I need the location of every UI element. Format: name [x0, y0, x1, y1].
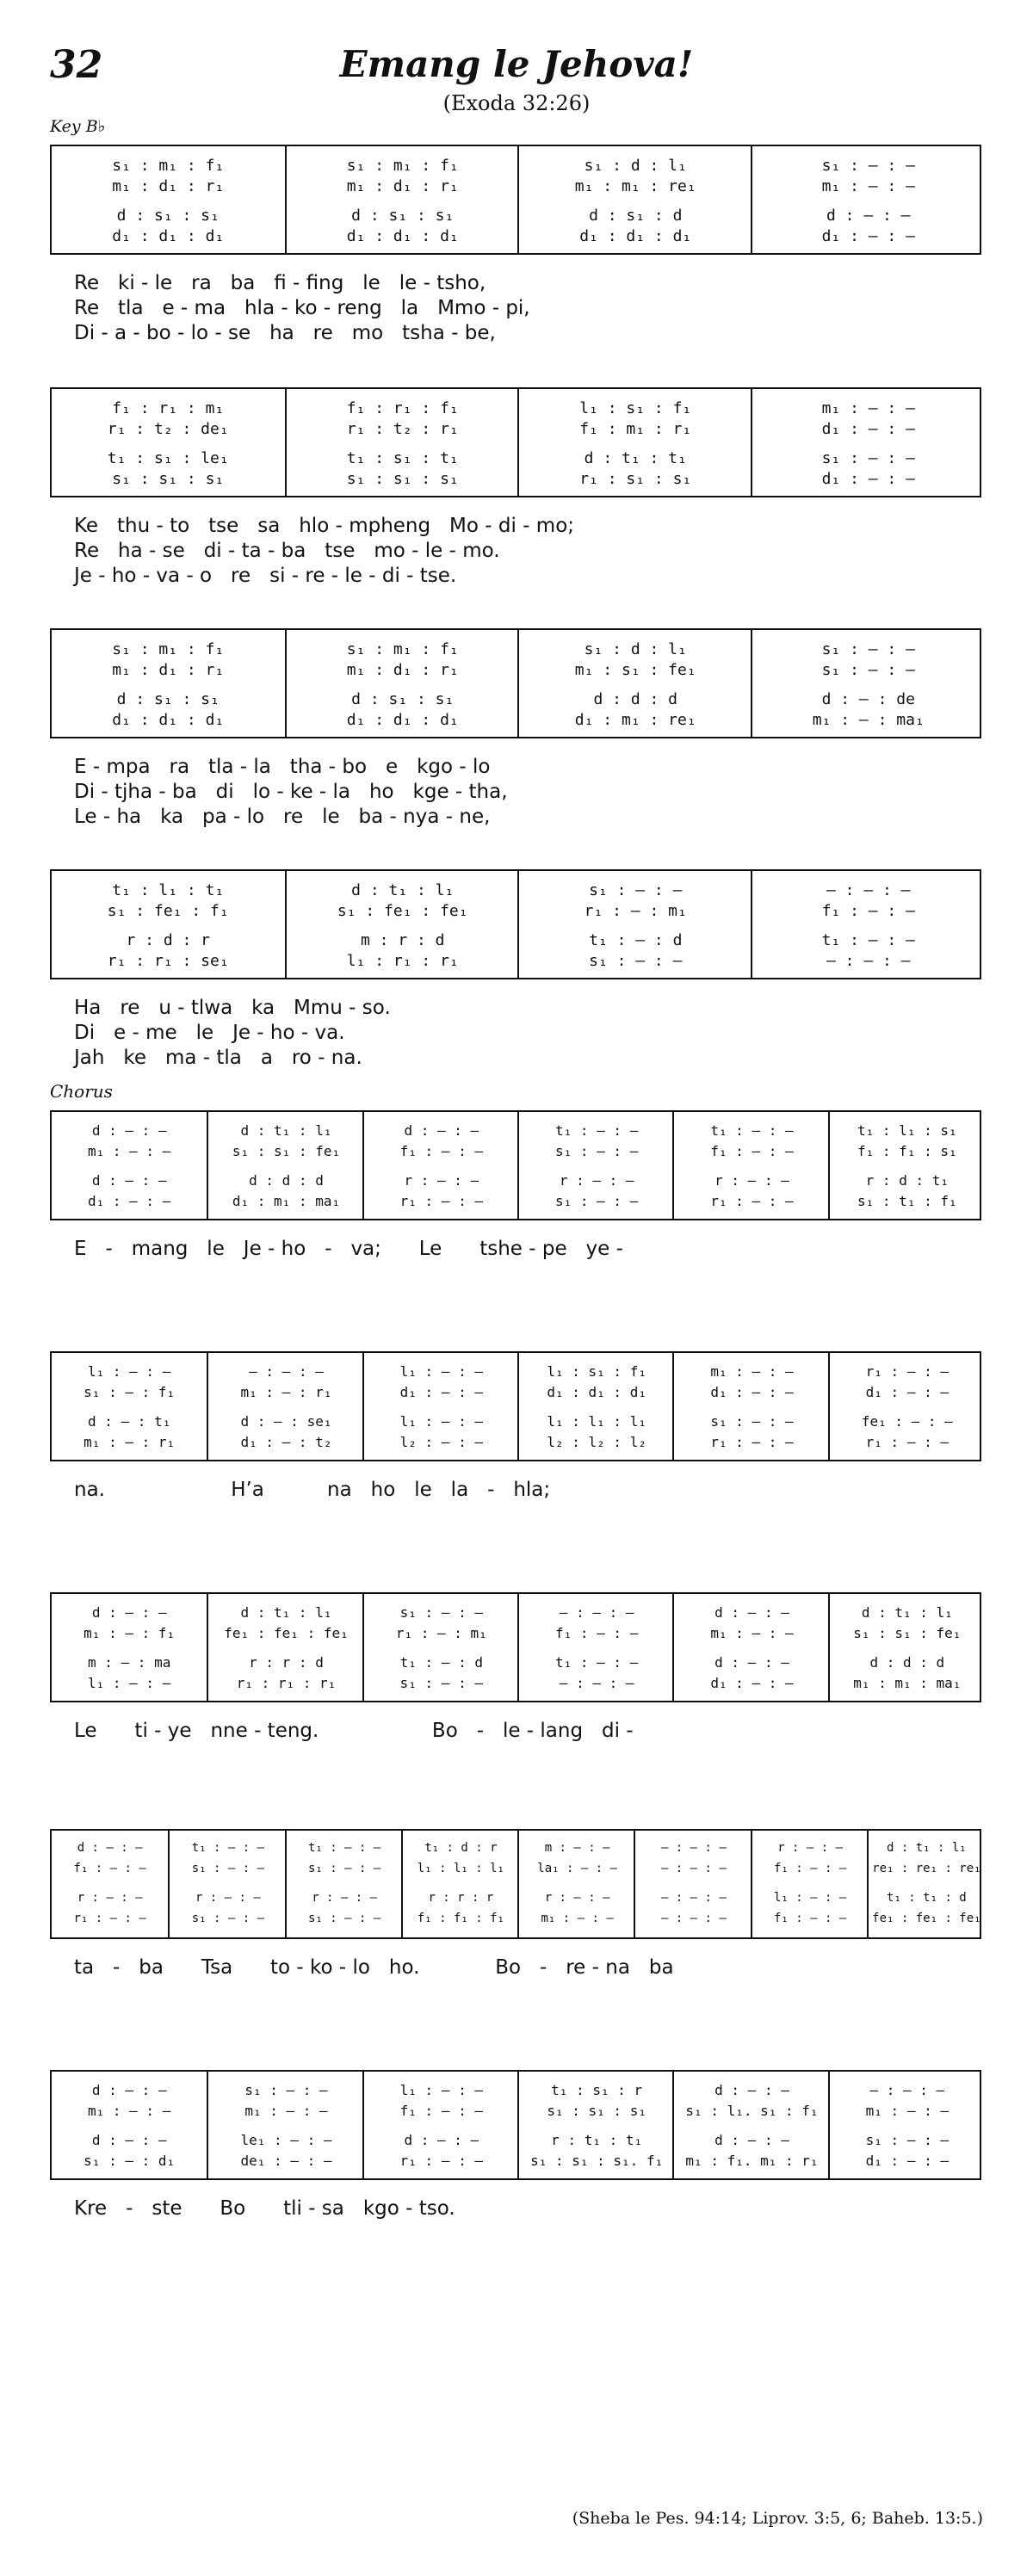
voice-part-notes: d : d : d [593, 690, 678, 708]
voice-part-notes: d : t₁ : t₁ [584, 449, 687, 467]
voice-part-notes: f₁ : — : — [399, 1143, 483, 1159]
staff-system-2 [50, 387, 981, 497]
voice-part-notes: d : s₁ : d [589, 207, 683, 225]
voice-part-notes: d : — : — [714, 1654, 789, 1671]
verse-lyrics [50, 272, 981, 347]
hymn-title: Emang le Jehova! [339, 43, 694, 85]
voice-part-notes: de₁ : — : — [240, 2153, 332, 2169]
voice-part-notes: — : — : — [249, 1363, 324, 1380]
staff-system-3 [50, 628, 981, 738]
voice-part-notes: m₁ : s₁ : fe₁ [574, 661, 696, 679]
voice-part-notes: t₁ : — : — [191, 1841, 265, 1855]
voice-part-notes: l₁ : s₁ : f₁ [547, 1363, 646, 1380]
hymn-scripture-subtitle: (Exoda 32:26) [442, 91, 591, 115]
voice-part-notes: s₁ : — : — [710, 1413, 794, 1430]
voice-part-notes: m₁ : d₁ : r₁ [112, 661, 225, 679]
voice-part-notes: f₁ : m₁ : r₁ [579, 420, 692, 438]
voice-part-notes: s₁ : m₁ : f₁ [112, 640, 225, 658]
voice-part-notes: — : — : — [869, 2082, 945, 2098]
voice-part-notes: t₁ : l₁ : s₁ [857, 1122, 957, 1139]
voice-part-notes: m₁ : — : — [821, 177, 915, 195]
voice-part-notes: s₁ : m₁ : f₁ [112, 157, 225, 175]
voice-part-notes: d₁ : — : — [710, 1675, 794, 1691]
voice-part-notes: m₁ : — : — [244, 2103, 328, 2119]
voice-part-notes: m₁ : m₁ : ma₁ [853, 1675, 962, 1691]
staff-system-8 [50, 1829, 981, 1939]
lyric-line: Di - tjha - ba di lo - ke - la ho kge - tha, [74, 781, 508, 803]
lyric-line: Ke thu - to tse sa hlo - mpheng Mo - di - mo; [74, 515, 575, 537]
voice-part-notes: l₁ : s₁ : f₁ [579, 399, 692, 417]
staff-system-4 [50, 869, 981, 979]
key-signature: Key B♭ [50, 117, 106, 136]
voice-part-notes: l₁ : l₁ : l₁ [547, 1413, 646, 1430]
voice-part-notes: d₁ : d₁ : d₁ [112, 227, 225, 245]
lyric-line: Le - ha ka pa - lo re le ba - nya - ne, [74, 806, 491, 828]
voice-part-notes: t₁ : — : — [821, 931, 915, 949]
voice-part-notes: r : — : — [312, 1891, 378, 1905]
voice-part-notes: r₁ : — : — [399, 2153, 483, 2169]
measure [828, 1353, 985, 1460]
voice-part-notes: d : t₁ : l₁ [887, 1841, 967, 1855]
voice-part-notes: d : s₁ : s₁ [116, 690, 220, 708]
voice-part-notes: d : d : d [869, 1654, 945, 1671]
voice-part-notes: s₁ : d : l₁ [584, 157, 687, 175]
voice-part-notes: f₁ : r₁ : f₁ [346, 399, 459, 417]
voice-part-notes: r₁ : r₁ : r₁ [236, 1675, 337, 1691]
voice-part-notes: l₁ : — : — [399, 1413, 483, 1430]
voice-part-notes: m₁ : — : — [710, 1625, 794, 1641]
voice-part-notes: s₁ : s₁ : s₁ [547, 2103, 646, 2119]
voice-part-notes: s₁ : s₁ : s₁ [112, 470, 225, 488]
measure [401, 1831, 519, 1937]
voice-part-notes: r : d : r [126, 931, 211, 949]
verse-lyrics [50, 1956, 981, 1981]
measure [828, 1594, 985, 1701]
measure [207, 1112, 363, 1219]
measure [362, 1112, 519, 1219]
measure [52, 389, 285, 496]
voice-part-notes: d₁ : d₁ : d₁ [346, 711, 459, 729]
voice-part-notes: fe₁ : fe₁ : fe₁ [872, 1912, 981, 1925]
voice-part-notes: — : — : — [826, 952, 911, 970]
voice-part-notes: — : — : — [559, 1675, 634, 1691]
voice-part-notes: r : — : — [544, 1891, 610, 1905]
voice-part-notes: r : — : — [559, 1172, 634, 1189]
lyric-line: Le ti - ye nne - teng. Bo - le - lang di - [74, 1720, 634, 1742]
voice-part-notes: m : r : d [360, 931, 445, 949]
measure [828, 1112, 985, 1219]
voice-part-notes: m₁ : — : ma₁ [812, 711, 925, 729]
voice-part-notes: m₁ : — : — [88, 2103, 171, 2119]
voice-part-notes: s₁ : — : — [821, 157, 915, 175]
measure [672, 1594, 829, 1701]
voice-part-notes: s₁ : s₁ : s₁ [346, 470, 459, 488]
voice-part-notes: r₁ : — : — [865, 1434, 949, 1450]
voice-part-notes: l₁ : l₁ : l₁ [417, 1862, 504, 1875]
voice-part-notes: r₁ : — : m₁ [584, 902, 687, 920]
lyric-line: ta - ba Tsa to - ko - lo ho. Bo - re - na ba [74, 1956, 674, 1979]
voice-part-notes: r₁ : — : — [399, 1193, 483, 1209]
lyric-line: Jah ke ma - tla a ro - na. [74, 1047, 362, 1069]
voice-part-notes: f₁ : — : — [555, 1625, 639, 1641]
voice-part-notes: fe₁ : fe₁ : fe₁ [224, 1625, 349, 1641]
voice-part-notes: d₁ : d₁ : d₁ [346, 227, 459, 245]
voice-part-notes: d : s₁ : s₁ [351, 690, 455, 708]
voice-part-notes: l₁ : — : — [399, 2082, 483, 2098]
measure [828, 2072, 985, 2178]
voice-part-notes: d₁ : m₁ : ma₁ [232, 1193, 341, 1209]
voice-part-notes: d : — : — [91, 1604, 167, 1621]
voice-part-notes: d : s₁ : s₁ [116, 207, 220, 225]
measure [52, 871, 285, 978]
measure [207, 1353, 363, 1460]
measure [285, 146, 520, 253]
voice-part-notes: l₁ : r₁ : r₁ [346, 952, 459, 970]
voice-part-notes: m₁ : d₁ : r₁ [346, 661, 459, 679]
voice-part-notes: s₁ : l₁. s₁ : f₁ [685, 2103, 819, 2119]
voice-part-notes: r : — : — [714, 1172, 789, 1189]
voice-part-notes: s₁ : — : — [244, 2082, 328, 2098]
voice-part-notes: d₁ : d₁ : d₁ [547, 1384, 646, 1400]
staff-system-5 [50, 1110, 981, 1220]
voice-part-notes: r₁ : — : — [710, 1434, 794, 1450]
voice-part-notes: d : — : — [91, 2082, 167, 2098]
measure [285, 389, 520, 496]
voice-part-notes: f₁ : — : — [773, 1912, 847, 1925]
voice-part-notes: d : — : se₁ [240, 1413, 332, 1430]
voice-part-notes: r₁ : — : m₁ [395, 1625, 487, 1641]
voice-part-notes: d₁ : — : — [821, 227, 915, 245]
verse-lyrics [50, 1479, 981, 1504]
measure [517, 871, 752, 978]
voice-part-notes: r₁ : s₁ : s₁ [579, 470, 692, 488]
lyric-line: na. H’a na ho le la - hla; [74, 1479, 551, 1501]
voice-part-notes: s₁ : — : — [821, 661, 915, 679]
voice-part-notes: s₁ : — : — [191, 1862, 265, 1875]
voice-part-notes: — : — : — [660, 1862, 727, 1875]
lyric-line: E - mpa ra tla - la tha - bo e kgo - lo [74, 756, 491, 778]
voice-part-notes: d₁ : — : — [399, 1384, 483, 1400]
staff-system-7 [50, 1592, 981, 1702]
lyric-line: Re ki - le ra ba fi - fing le le - tsho, [74, 272, 486, 294]
voice-part-notes: r₁ : t₂ : r₁ [346, 420, 459, 438]
voice-part-notes: m₁ : — : r₁ [240, 1384, 332, 1400]
voice-part-notes: l₂ : l₂ : l₂ [547, 1434, 646, 1450]
voice-part-notes: d₁ : m₁ : re₁ [574, 711, 696, 729]
voice-part-notes: t₁ : — : — [555, 1122, 639, 1139]
measure [517, 2072, 674, 2178]
voice-part-notes: s₁ : s₁ : fe₁ [232, 1143, 341, 1159]
voice-part-notes: d : — : t₁ [88, 1413, 171, 1430]
voice-part-notes: d : — : — [77, 1841, 143, 1855]
voice-part-notes: t₁ : t₁ : d [887, 1891, 967, 1905]
measure [517, 1353, 674, 1460]
measure [285, 871, 520, 978]
measure [517, 1831, 635, 1937]
voice-part-notes: d : t₁ : l₁ [240, 1604, 332, 1621]
lyric-line: Di - a - bo - lo - se ha re mo tsha - be, [74, 322, 496, 344]
measure [362, 2072, 519, 2178]
voice-part-notes: d₁ : — : t₂ [240, 1434, 332, 1450]
voice-part-notes: r : — : — [195, 1891, 261, 1905]
voice-part-notes: s₁ : — : — [555, 1193, 639, 1209]
voice-part-notes: m₁ : — : — [541, 1912, 614, 1925]
scripture-references: (Sheba le Pes. 94:14; Liprov. 3:5, 6; Baheb. 13:5.) [572, 2509, 983, 2528]
measure [285, 630, 520, 737]
voice-part-notes: d : t₁ : l₁ [861, 1604, 953, 1621]
voice-part-notes: f₁ : — : — [821, 902, 915, 920]
voice-part-notes: m₁ : — : — [710, 1363, 794, 1380]
lyric-line: Ha re u - tlwa ka Mmu - so. [74, 997, 391, 1019]
voice-part-notes: t₁ : — : — [710, 1122, 794, 1139]
measure [751, 389, 986, 496]
voice-part-notes: r : t₁ : t₁ [551, 2132, 643, 2148]
measure [207, 2072, 363, 2178]
voice-part-notes: d₁ : — : — [821, 470, 915, 488]
voice-part-notes: re₁ : re₁ : re₁ [872, 1862, 981, 1875]
lyric-line: Di e - me le Je - ho - va. [74, 1022, 345, 1044]
voice-part-notes: — : — : — [660, 1891, 727, 1905]
voice-part-notes: d₁ : d₁ : d₁ [579, 227, 692, 245]
voice-part-notes: d₁ : — : — [821, 420, 915, 438]
voice-part-notes: d : — : — [404, 1122, 479, 1139]
voice-part-notes: t₁ : — : d [399, 1654, 483, 1671]
voice-part-notes: d : t₁ : l₁ [240, 1122, 332, 1139]
voice-part-notes: r : d : t₁ [865, 1172, 949, 1189]
voice-part-notes: r : r : r [428, 1891, 494, 1905]
voice-part-notes: m₁ : d₁ : r₁ [346, 177, 459, 195]
voice-part-notes: s₁ : — : — [307, 1912, 381, 1925]
voice-part-notes: m : — : — [544, 1841, 610, 1855]
verse-lyrics [50, 515, 981, 590]
measure [207, 1594, 363, 1701]
voice-part-notes: f₁ : — : — [710, 1143, 794, 1159]
voice-part-notes: s₁ : s₁ : s₁. f₁ [530, 2153, 664, 2169]
voice-part-notes: l₁ : — : — [399, 1363, 483, 1380]
measure [168, 1831, 286, 1937]
voice-part-notes: d₁ : — : — [710, 1384, 794, 1400]
measure [634, 1831, 752, 1937]
voice-part-notes: s₁ : m₁ : f₁ [346, 157, 459, 175]
measure [751, 630, 986, 737]
voice-part-notes: r₁ : — : — [73, 1912, 146, 1925]
voice-part-notes: d : — : — [714, 1604, 789, 1621]
voice-part-notes: s₁ : — : — [399, 1675, 483, 1691]
voice-part-notes: m₁ : f₁. m₁ : r₁ [685, 2153, 819, 2169]
voice-part-notes: s₁ : fe₁ : f₁ [107, 902, 229, 920]
voice-part-notes: s₁ : — : — [821, 640, 915, 658]
voice-part-notes: d₁ : d₁ : d₁ [112, 711, 225, 729]
measure [52, 146, 285, 253]
measure [751, 1831, 869, 1937]
measure [751, 146, 986, 253]
voice-part-notes: le₁ : — : — [240, 2132, 332, 2148]
voice-part-notes: m₁ : — : f₁ [84, 1625, 176, 1641]
voice-part-notes: r : — : — [777, 1841, 844, 1855]
lyric-line: Re ha - se di - ta - ba tse mo - le - mo. [74, 540, 500, 562]
measure [52, 630, 285, 737]
voice-part-notes: s₁ : s₁ : fe₁ [853, 1625, 962, 1641]
voice-part-notes: s₁ : — : — [191, 1912, 265, 1925]
voice-part-notes: d : — : — [91, 2132, 167, 2148]
voice-part-notes: fe₁ : — : — [861, 1413, 953, 1430]
staff-system-6 [50, 1351, 981, 1461]
measure [52, 1831, 168, 1937]
voice-part-notes: m₁ : — : — [821, 399, 915, 417]
measure [751, 871, 986, 978]
voice-part-notes: d : — : — [91, 1172, 167, 1189]
voice-part-notes: f₁ : — : — [399, 2103, 483, 2119]
measure [52, 1112, 207, 1219]
voice-part-notes: f₁ : r₁ : m₁ [112, 399, 225, 417]
voice-part-notes: t₁ : l₁ : t₁ [112, 881, 225, 899]
voice-part-notes: s₁ : — : — [555, 1143, 639, 1159]
voice-part-notes: r₁ : t₂ : de₁ [107, 420, 229, 438]
voice-part-notes: s₁ : d : l₁ [584, 640, 687, 658]
voice-part-notes: s₁ : — : — [865, 2132, 949, 2148]
voice-part-notes: l₁ : — : — [88, 1675, 171, 1691]
voice-part-notes: d₁ : — : — [865, 2153, 949, 2169]
voice-part-notes: s₁ : — : — [399, 1604, 483, 1621]
voice-part-notes: d : d : d [249, 1172, 324, 1189]
voice-part-notes: m₁ : m₁ : re₁ [574, 177, 696, 195]
measure [362, 1353, 519, 1460]
measure [52, 2072, 207, 2178]
measure [362, 1594, 519, 1701]
voice-part-notes: d : — : de [821, 690, 915, 708]
voice-part-notes: s₁ : — : f₁ [84, 1384, 176, 1400]
voice-part-notes: t₁ : — : — [555, 1654, 639, 1671]
measure [517, 1112, 674, 1219]
voice-part-notes: l₁ : — : — [773, 1891, 847, 1905]
voice-part-notes: — : — : — [826, 881, 911, 899]
voice-part-notes: — : — : — [559, 1604, 634, 1621]
voice-part-notes: s₁ : — : — [589, 881, 683, 899]
voice-part-notes: l₂ : — : — [399, 1434, 483, 1450]
voice-part-notes: t₁ : s₁ : le₁ [107, 449, 229, 467]
verse-lyrics [50, 997, 981, 1072]
voice-part-notes: d : — : — [826, 207, 911, 225]
voice-part-notes: f₁ : f₁ : s₁ [857, 1143, 957, 1159]
measure [517, 1594, 674, 1701]
voice-part-notes: s₁ : — : — [821, 449, 915, 467]
voice-part-notes: t₁ : — : d [589, 931, 683, 949]
voice-part-notes: m₁ : — : — [865, 2103, 949, 2119]
voice-part-notes: t₁ : s₁ : r [551, 2082, 643, 2098]
chorus-label: Chorus [50, 1081, 113, 1102]
voice-part-notes: s₁ : — : — [307, 1862, 381, 1875]
voice-part-notes: d₁ : — : — [88, 1193, 171, 1209]
measure [672, 1353, 829, 1460]
voice-part-notes: f₁ : f₁ : f₁ [417, 1912, 504, 1925]
voice-part-notes: m₁ : d₁ : r₁ [112, 177, 225, 195]
voice-part-notes: s₁ : m₁ : f₁ [346, 640, 459, 658]
voice-part-notes: d : — : — [714, 2132, 789, 2148]
voice-part-notes: r₁ : — : — [865, 1363, 949, 1380]
staff-system-1 [50, 145, 981, 255]
measure [285, 1831, 403, 1937]
voice-part-notes: t₁ : — : — [307, 1841, 381, 1855]
measure [672, 1112, 829, 1219]
voice-part-notes: r₁ : — : — [710, 1193, 794, 1209]
voice-part-notes: l₁ : — : — [88, 1363, 171, 1380]
voice-part-notes: s₁ : — : d₁ [84, 2153, 176, 2169]
voice-part-notes: r : r : d [249, 1654, 324, 1671]
verse-lyrics [50, 756, 981, 831]
voice-part-notes: t₁ : d : r [424, 1841, 498, 1855]
verse-lyrics [50, 1238, 981, 1263]
measure [517, 389, 752, 496]
voice-part-notes: d₁ : — : — [865, 1384, 949, 1400]
hymn-number: 32 [50, 43, 103, 87]
measure [672, 2072, 829, 2178]
verse-lyrics [50, 1720, 981, 1745]
voice-part-notes: s₁ : — : — [589, 952, 683, 970]
measure [517, 146, 752, 253]
voice-part-notes: m₁ : — : r₁ [84, 1434, 176, 1450]
staff-system-9 [50, 2070, 981, 2180]
voice-part-notes: — : — : — [660, 1912, 727, 1925]
voice-part-notes: r₁ : r₁ : se₁ [107, 952, 229, 970]
voice-part-notes: s₁ : fe₁ : fe₁ [337, 902, 468, 920]
measure [867, 1831, 985, 1937]
lyric-line: E - mang le Je - ho - va; Le tshe - pe ye - [74, 1238, 623, 1260]
voice-part-notes: m : — : ma [88, 1654, 171, 1671]
measure [52, 1594, 207, 1701]
voice-part-notes: r : — : — [77, 1891, 143, 1905]
voice-part-notes: — : — : — [660, 1841, 727, 1855]
voice-part-notes: d : t₁ : l₁ [351, 881, 455, 899]
measure [52, 1353, 207, 1460]
voice-part-notes: t₁ : s₁ : t₁ [346, 449, 459, 467]
verse-lyrics [50, 2197, 981, 2222]
voice-part-notes: f₁ : — : — [773, 1862, 847, 1875]
voice-part-notes: d : — : — [714, 2082, 789, 2098]
voice-part-notes: la₁ : — : — [537, 1862, 617, 1875]
lyric-line: Je - ho - va - o re si - re - le - di - tse. [74, 565, 457, 587]
voice-part-notes: d : — : — [404, 2132, 479, 2148]
voice-part-notes: r : — : — [404, 1172, 479, 1189]
measure [517, 630, 752, 737]
voice-part-notes: m₁ : — : — [88, 1143, 171, 1159]
lyric-line: Re tla e - ma hla - ko - reng la Mmo - pi, [74, 297, 530, 319]
voice-part-notes: s₁ : t₁ : f₁ [857, 1193, 957, 1209]
lyric-line: Kre - ste Bo tli - sa kgo - tso. [74, 2197, 455, 2220]
voice-part-notes: d : s₁ : s₁ [351, 207, 455, 225]
voice-part-notes: d : — : — [91, 1122, 167, 1139]
voice-part-notes: f₁ : — : — [73, 1862, 146, 1875]
